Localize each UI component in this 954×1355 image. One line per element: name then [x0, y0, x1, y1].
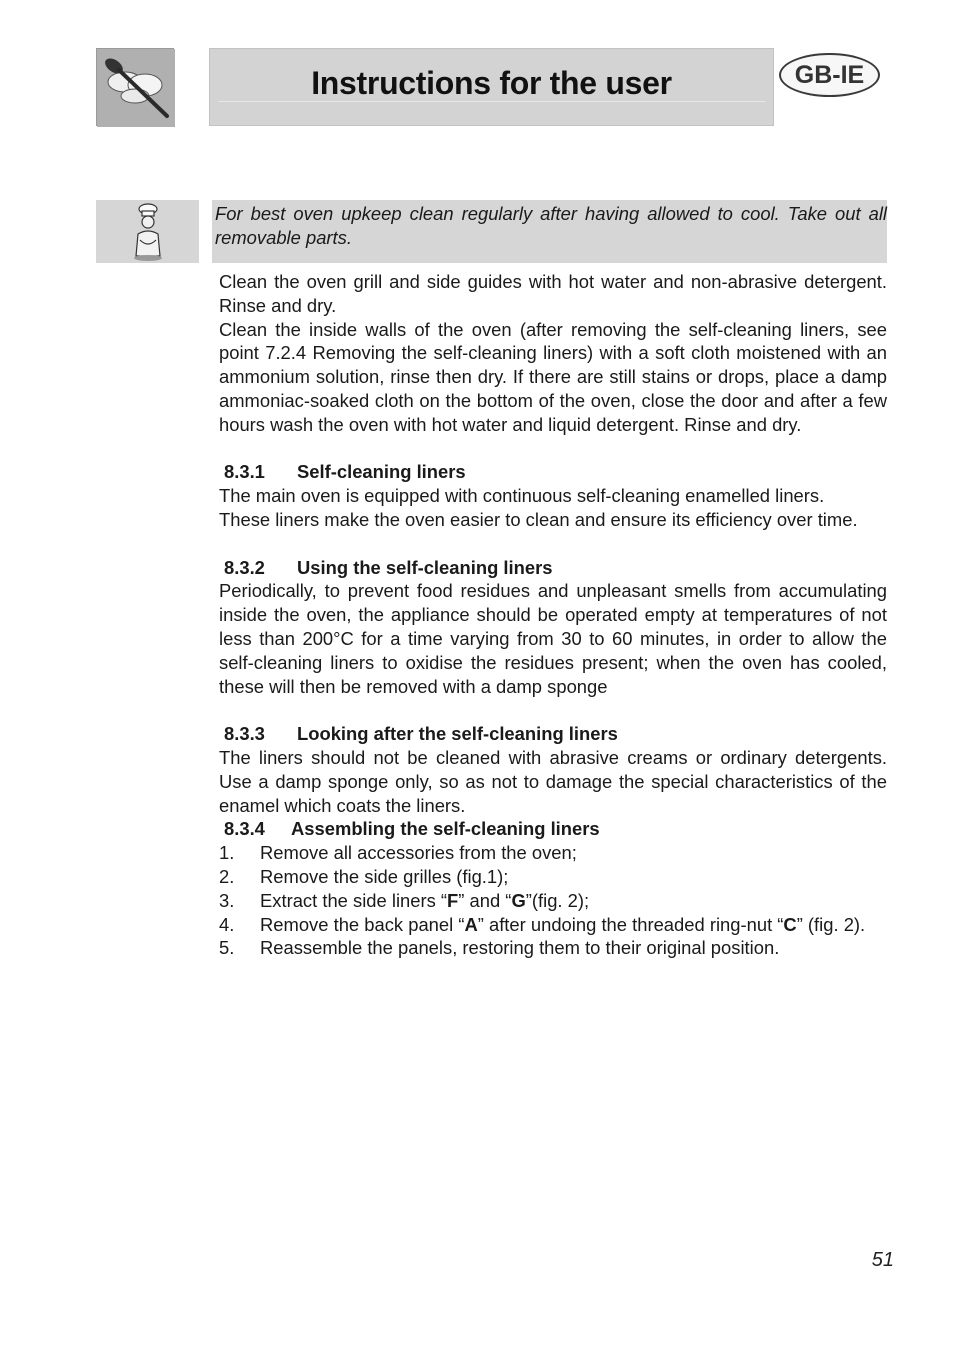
- list-item: [219, 936, 887, 960]
- note-icon-panel: [96, 200, 199, 263]
- brand-logo: [96, 48, 174, 126]
- intro-paragraph-2: Clean the inside walls of the oven (after removing the self-cleaning liners, see point 7.2.4 Removing the self-cleaning liners) with a soft cloth moistened with an ammonium solution, rinse then dry. If there are still stains or drops, place a damp ammoniac-soaked cloth on the bottom of the oven, close the door and after a few hours wash the oven with hot water and liquid detergent. Rinse and dry.: [219, 318, 887, 435]
- step-text: [260, 914, 865, 935]
- section-number: 8.3.4: [224, 818, 265, 840]
- step-text: Remove the side grilles (fig.1);: [260, 865, 509, 887]
- part-letter: A: [464, 913, 478, 935]
- section-title: Looking after the self-cleaning liners: [297, 723, 618, 745]
- step-number: 4.: [219, 913, 235, 935]
- section-paragraph: The main oven is equipped with continuous self-cleaning enamelled liners.: [219, 485, 825, 507]
- part-letter: G: [511, 889, 526, 911]
- part-letter: F: [447, 889, 459, 911]
- chef-icon: [118, 200, 178, 263]
- spoon-chef-hat-icon: [97, 49, 175, 127]
- part-letter: C: [783, 913, 797, 935]
- step-text-part: ” (fig. 2).: [796, 913, 866, 935]
- section-paragraph: The liners should not be cleaned with abrasive creams or ordinary detergents. Use a damp sponge only, so as not to damage the special characteristics of the enamel which coats the liners.: [219, 746, 887, 816]
- step-text: [260, 890, 589, 911]
- list-item: [219, 841, 887, 865]
- step-number: 3.: [219, 889, 235, 911]
- step-text-part: Extract the side liners “: [260, 889, 448, 911]
- step-text-part: ” and “: [458, 889, 512, 911]
- step-text: Remove all accessories from the oven;: [260, 842, 577, 864]
- step-number: 2.: [219, 865, 235, 887]
- section-title: Using the self-cleaning liners: [297, 556, 553, 578]
- step-text-part: ”(fig. 2);: [525, 889, 590, 911]
- care-note: For best oven upkeep clean regularly after having allowed to cool. Take out all removable parts.: [212, 200, 887, 263]
- section-title: Assembling the self-cleaning liners: [291, 818, 600, 840]
- assembly-steps: [219, 841, 887, 960]
- list-item: [219, 889, 887, 913]
- page-number: 51: [871, 1249, 894, 1271]
- intro-paragraph-1: Clean the oven grill and side guides with hot water and non-abrasive detergent. Rinse and dry.: [219, 271, 887, 316]
- step-text-part: Remove the back panel “: [260, 913, 465, 935]
- step-text: Reassemble the panels, restoring them to their original position.: [260, 937, 780, 959]
- page-content: [219, 270, 887, 960]
- region-badge: GB-IE: [779, 53, 880, 97]
- section-heading-8-3-3: [219, 722, 887, 746]
- step-number: 5.: [219, 937, 235, 959]
- section-number: 8.3.3: [224, 723, 265, 745]
- section-heading-8-3-1: [219, 460, 887, 484]
- list-item: [219, 865, 887, 889]
- section-number: 8.3.1: [224, 461, 265, 483]
- list-item: [219, 913, 887, 937]
- section-heading-8-3-4: [219, 817, 887, 841]
- section-number: 8.3.2: [224, 556, 265, 578]
- header-bar: [209, 48, 774, 126]
- step-number: 1.: [219, 842, 235, 864]
- section-paragraph: These liners make the oven easier to clean and ensure its efficiency over time.: [219, 508, 858, 530]
- section-title: Self-cleaning liners: [297, 461, 466, 483]
- step-text-part: ” after undoing the threaded ring-nut “: [477, 913, 784, 935]
- section-heading-8-3-2: [219, 556, 887, 580]
- section-paragraph: Periodically, to prevent food residues and unpleasant smells from accumulating inside the oven, the appliance should be operated empty at temperatures of not less than 200°C for a time varying from 30 to 60 minutes, in order to allow the self-cleaning liners to oxidise the residues present; when the oven has cooled, these will then be removed with a damp sponge: [219, 580, 887, 697]
- page-title: Instructions for the user: [311, 65, 672, 101]
